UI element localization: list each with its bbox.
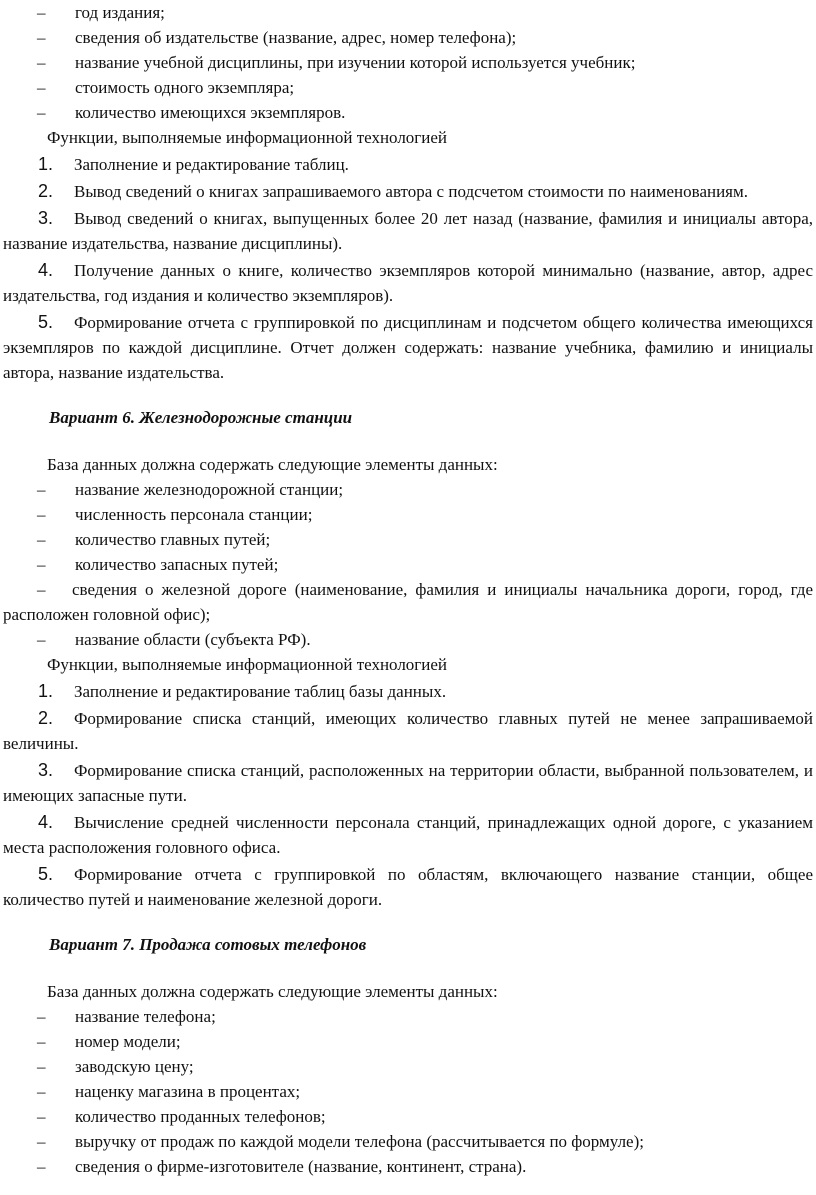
list-item-text: название железнодорожной станции; [75,480,344,499]
dash-marker: – [37,1032,46,1051]
function-item [3,810,813,860]
station-elements-list [3,477,813,652]
dash-marker: – [37,53,46,72]
function-item [3,758,813,808]
list-item-text: год издания; [75,3,165,22]
list-item [3,0,813,25]
dash-marker: – [37,1132,46,1151]
list-item-text: количество проданных телефонов; [75,1107,326,1126]
spacer [3,430,813,452]
item-number: 3. [38,760,54,780]
list-item [3,627,813,652]
item-number: 2. [38,708,54,728]
item-number: 3. [38,208,54,228]
function-item [3,206,813,256]
function-item [3,706,813,756]
function-item [3,679,813,704]
book-elements-list [3,0,813,125]
list-item [3,75,813,100]
item-text: Формирование списка станций, имеющих количество главных путей не менее запрашиваемой величины. [3,709,813,753]
functions-list [3,152,813,385]
item-text: Заполнение и редактирование таблиц. [74,155,349,174]
dash-marker: – [37,580,46,599]
list-item-text: номер модели; [75,1032,181,1051]
variant-7-intro: База данных должна содержать следующие элементы данных: [47,982,498,1001]
list-item [3,1154,813,1179]
item-number: 2. [38,181,54,201]
dash-marker: – [37,1057,46,1076]
dash-marker: – [37,555,46,574]
list-item-text: выручку от продаж по каждой модели телефона (рассчитывается по формуле); [75,1132,644,1151]
dash-marker: – [37,530,46,549]
list-item [3,477,813,502]
function-item [3,179,813,204]
item-number: 1. [38,681,54,701]
list-item [3,25,813,50]
item-text: Вычисление средней численности персонала станций, принадлежащих одной дороге, с указанием места расположения головного офиса. [3,813,813,857]
dash-marker: – [37,1107,46,1126]
list-item-text: наценку магазина в процентах; [75,1082,301,1101]
list-item-text: стоимость одного экземпляра; [75,78,295,97]
variant-6-intro: База данных должна содержать следующие элементы данных: [47,455,498,474]
dash-marker: – [37,1082,46,1101]
list-item-text: заводскую цену; [75,1057,194,1076]
item-text: Формирование отчета с группировкой по дисциплинам и подсчетом общего количества имеющихся экземпляров по каждой дисциплине. Отчет должен содержать: название учебника, фамилию и инициалы автора, название издательства. [3,313,813,382]
list-item-text: количество запасных путей; [75,555,279,574]
list-item [3,1129,813,1154]
item-number: 5. [38,864,54,884]
list-item [3,577,813,627]
list-item [3,1029,813,1054]
item-number: 4. [38,812,54,832]
item-number: 1. [38,154,54,174]
dash-marker: – [37,103,46,122]
item-text: Заполнение и редактирование таблиц базы данных. [74,682,447,701]
dash-marker: – [37,505,46,524]
list-item-text: количество главных путей; [75,530,271,549]
spacer [3,912,813,932]
item-text: Получение данных о книге, количество экземпляров которой минимально (название, автор, адрес издательства, год издания и количество экземпляров). [3,261,813,305]
item-text: Вывод сведений о книгах запрашиваемого автора с подсчетом стоимости по наименованиям. [74,182,749,201]
function-item [3,152,813,177]
item-text: Формирование списка станций, расположенных на территории области, выбранной пользователем, и имеющих запасные пути. [3,761,813,805]
variant-7-heading: Вариант 7. Продажа сотовых телефонов [49,935,367,954]
dash-marker: – [37,630,46,649]
dash-marker: – [37,480,46,499]
list-item-text: название области (субъекта РФ). [75,630,311,649]
list-item [3,1004,813,1029]
list-item [3,1054,813,1079]
list-item-text: сведения об издательстве (название, адрес, номер телефона); [75,28,517,47]
functions-label: Функции, выполняемые информационной технологией [47,128,448,147]
list-item-text: сведения о железной дороге (наименование, фамилия и инициалы начальника дороги, город, где расположен головной офис); [3,580,813,624]
item-text: Вывод сведений о книгах, выпущенных более 20 лет назад (название, фамилия и инициалы автора, название издательства, название дисциплины). [3,209,813,253]
list-item [3,552,813,577]
item-number: 4. [38,260,54,280]
spacer [3,957,813,979]
dash-marker: – [37,3,46,22]
function-item [3,862,813,912]
functions-list [3,679,813,912]
functions-label: Функции, выполняемые информационной технологией [47,655,448,674]
list-item-text: численность персонала станции; [75,505,313,524]
list-item [3,1079,813,1104]
phone-elements-list [3,1004,813,1179]
dash-marker: – [37,28,46,47]
list-item [3,1104,813,1129]
item-number: 5. [38,312,54,332]
item-text: Формирование отчета с группировкой по областям, включающего название станции, общее количество путей и наименование железной дороги. [3,865,813,909]
function-item [3,310,813,385]
dash-marker: – [37,1007,46,1026]
list-item-text: название телефона; [75,1007,216,1026]
list-item [3,50,813,75]
spacer [3,385,813,405]
dash-marker: – [37,78,46,97]
list-item-text: сведения о фирме-изготовителе (название, континент, страна). [75,1157,527,1176]
list-item-text: название учебной дисциплины, при изучении которой используется учебник; [75,53,636,72]
list-item [3,502,813,527]
list-item-text: количество имеющихся экземпляров. [75,103,346,122]
function-item [3,258,813,308]
list-item [3,100,813,125]
variant-6-heading: Вариант 6. Железнодорожные станции [49,408,353,427]
list-item [3,527,813,552]
dash-marker: – [37,1157,46,1176]
